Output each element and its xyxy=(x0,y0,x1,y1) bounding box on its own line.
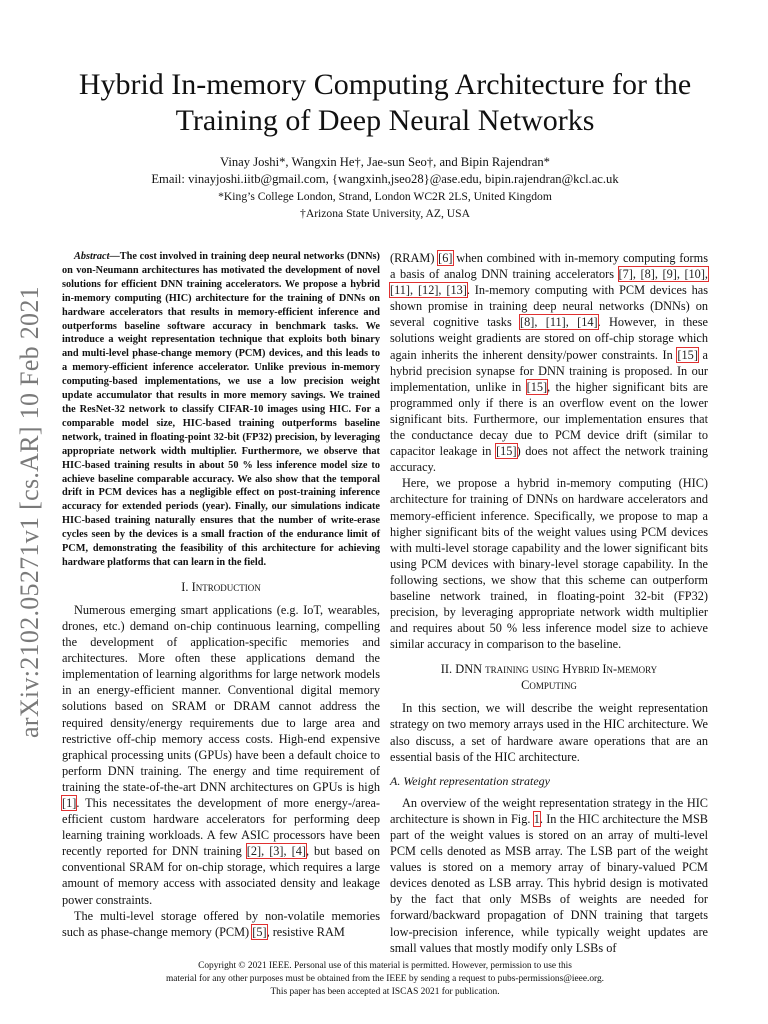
arxiv-id-text: arXiv:2102.05271v1 [cs.AR] 10 Feb 2021 xyxy=(15,286,45,738)
citation-text: [7], [8], [9], [10], [11], [12], [13] xyxy=(390,267,709,298)
footer-line-2: material for any other purposes must be obtained from the IEEE by sending a request to pubs-permissions@ieee.org. xyxy=(165,973,605,984)
author-emails: Email: vinayjoshi.iitb@gmail.com, {wangxinh,jseo28}@ase.edu, bipin.rajendran@kcl.ac.uk xyxy=(151,172,619,186)
citation-link[interactable] xyxy=(496,444,517,458)
footer-line-3: This paper has been accepted at ISCAS 2021 for publication. xyxy=(270,986,500,997)
left-column xyxy=(62,250,380,940)
abstract-text: The cost involved in training deep neural networks (DNNs) on von-Neumann architectures has motivated the development of novel solutions for efficient DNN training accelerators. We propose a hybrid in-memory computing (HIC) architecture for the training of DNNs on hardware accelerators that results in memory-efficient inference and outperforms baseline software accuracy in benchmark tasks. We introduce a weight representation technique that exploits both binary and multi-level phase-change memory (PCM) devices, and this leads to a memory-efficient inference accelerator. Unlike previous in-memory computing-based implementations, we use a low precision weight update accumulator that results in more memory savings. We trained the ResNet-32 network to classify CIFAR-10 images using HIC. For a comparable model size, HIC-based training outperforms baseline network, trained in floating-point 32-bit (FP32) precision, by leveraging appropriate network width multiplier. Furthermore, we observe that HIC-based training results in about 50 % less inference model size to achieve baseline comparable accuracy. We also show that the temporal drift in PCM devices has a negligible effect on post-training inference accuracy for extended periods (year). Finally, our simulations indicate HIC-based training naturally ensures that the number of write-erase cycles seen by the devices is a small fraction of the endurance limit of PCM, demonstrating the feasibility of this architecture for achieving hardware platforms that can learn in the field. xyxy=(62,251,380,568)
citation-link[interactable] xyxy=(520,315,598,329)
right-paragraph-2: Here, we propose a hybrid in-memory computing (HIC) architecture for training of DNNs on hardware accelerators and memory-efficient inference. Specifically, we propose to map a higher significant bits of the weight values using PCM devices with multi-level storage capability and the lower significant bits using PCM devices with binary-level storage capability. In the following sections, we show that this scheme can outperform baseline network trained, in floating-point 32-bit (FP32) precision, by leveraging appropriate network width multiplier and requires about 50 % less inference model size to achieve similar accuracy in comparison to the baseline. xyxy=(390,476,708,652)
intro-p1-text-b: . This necessitates the development of more energy-/area-efficient custom hardware accelerators for performing deep learning training workloads. A few ASIC processors have been recently reported for DNN training xyxy=(62,795,380,859)
right-p1-text-g: ) does not affect the network training accuracy. xyxy=(390,444,709,475)
citation-link[interactable] xyxy=(252,925,266,939)
right-p1-text-d: . However, in these solutions weight gradients are stored on off-chip storage which again inherits the inherent density/power constraints. In xyxy=(390,315,709,362)
arxiv-side-identifier xyxy=(0,0,60,1024)
citation-link[interactable] xyxy=(438,251,452,265)
citation-link[interactable] xyxy=(677,348,698,362)
citation-text: [2], [3], [4] xyxy=(246,844,306,859)
subsec-p1-text-a: An overview of the weight representation strategy in the HIC architecture is shown in Fig. xyxy=(390,795,708,826)
citation-text: [8], [11], [14] xyxy=(520,315,598,330)
subsection-paragraph-1 xyxy=(390,795,708,956)
right-p1-text-e: a hybrid precision synapse for DNN training is proposed. In our implementation, unlike in xyxy=(390,347,708,394)
citation-text: [1] xyxy=(62,795,77,810)
figure-ref-text: 1 xyxy=(533,811,540,826)
citation-text: [15] xyxy=(526,379,548,394)
affiliation-asu: †Arizona State University, AZ, USA xyxy=(300,207,470,220)
affiliation-kcl: *King’s College London, Strand, London WC2R 2LS, United Kingdom xyxy=(218,190,552,203)
intro-paragraph-1 xyxy=(62,602,380,908)
intro-p1-text-c: , but based on conventional SRAM for on-chip storage, which requires a large amount of memory access with associated density and leakage power constraints. xyxy=(62,844,381,907)
paper-title xyxy=(60,67,710,139)
intro-p2-text-a: The multi-level storage offered by non-volatile memories such as phase-change memory (PCM) xyxy=(62,908,380,939)
right-p1-text-b: when combined with in-memory computing forms a basis of analog DNN training accelerators xyxy=(390,251,708,282)
subsec-p1-text-b: . In the HIC architecture the MSB part of the weight values is stored on an array of multi-level PCM cells denoted as MSB array. The LSB part of the weight values is stored on a memory array of binary-valued PCM devices denoted as LSB array. This hybrid design is motivated by the fact that only MSBs of weights are needed for forward/backward propagation of DNN training that targets low-precision inference, while typically weight updates are small values that mostly modify only LSBs of xyxy=(390,811,708,955)
citation-text: [6] xyxy=(438,251,453,265)
right-p1-text-f: , the higher significant bits are programmed only if there is an overflow event on the lower significant bits. Furthermore, our implementation ensures that the conductance decay due to PCM device drift (similar to capacitor leakage in xyxy=(390,379,708,459)
abstract-label: Abstract— xyxy=(74,251,120,262)
citation-text: [15] xyxy=(496,444,517,459)
citation-link[interactable] xyxy=(527,380,548,394)
footer-line-1: Copyright © 2021 IEEE. Personal use of this material is permitted. However, permission to use this xyxy=(198,961,572,971)
citation-link[interactable] xyxy=(62,796,76,810)
intro-p1-text-a: Numerous emerging smart applications (e.g. IoT, wearables, drones, etc.) demand on-chip continuous learning, compelling the development of application-specific memories and architectures. More often these applications demand the implementation of learning algorithms for large network models in an energy-efficient manner. Conventional digital memory solutions based on SRAM or DRAM cannot address the required density/energy requirements due to large area and restrictive off-chip memory access costs. High-end expensive graphical processing units (GPUs) have been a default choice to perform DNN training. The energy and time requirement of training the state-of-the-art DNN architectures on GPUs is high xyxy=(62,602,380,794)
right-p1-text-a: (RRAM) xyxy=(390,251,439,265)
author-names: Vinay Joshi*, Wangxin He†, Jae-sun Seo†, and Bipin Rajendran* xyxy=(220,155,550,169)
abstract xyxy=(62,250,380,570)
title-line-2: Training of Deep Neural Networks xyxy=(175,104,595,137)
citation-text: [15] xyxy=(677,347,698,362)
citation-link[interactable] xyxy=(247,844,306,858)
intro-paragraph-2 xyxy=(62,908,380,940)
author-block xyxy=(60,154,710,222)
subsection-heading-weight-representation: A. Weight representation strategy xyxy=(390,773,550,788)
citation-text: [5] xyxy=(252,924,267,939)
section-heading-dnn-training xyxy=(390,661,708,693)
copyright-footer xyxy=(60,960,710,998)
right-column xyxy=(390,250,708,956)
section2-heading-line-1: II. DNN training using Hybrid In-memory xyxy=(440,662,658,677)
title-line-1: Hybrid In-memory Computing Architecture for the xyxy=(78,68,692,101)
right-p1-text-c: . In-memory computing with PCM devices has shown promise in training deep neural networks (DNNs) on several cognitive tasks xyxy=(390,283,708,330)
right-paragraph-1 xyxy=(390,250,708,475)
section-heading-introduction: I. Introduction xyxy=(181,579,261,594)
section2-heading-line-2: Computing xyxy=(521,678,577,693)
section2-paragraph-1: In this section, we will describe the weight representation strategy on two memory arrays used in the HIC architecture. We also discuss, a set of hardware aware operations that are an essential basis of the HIC architecture. xyxy=(390,701,708,764)
intro-p2-text-b: , resistive RAM xyxy=(266,924,345,939)
